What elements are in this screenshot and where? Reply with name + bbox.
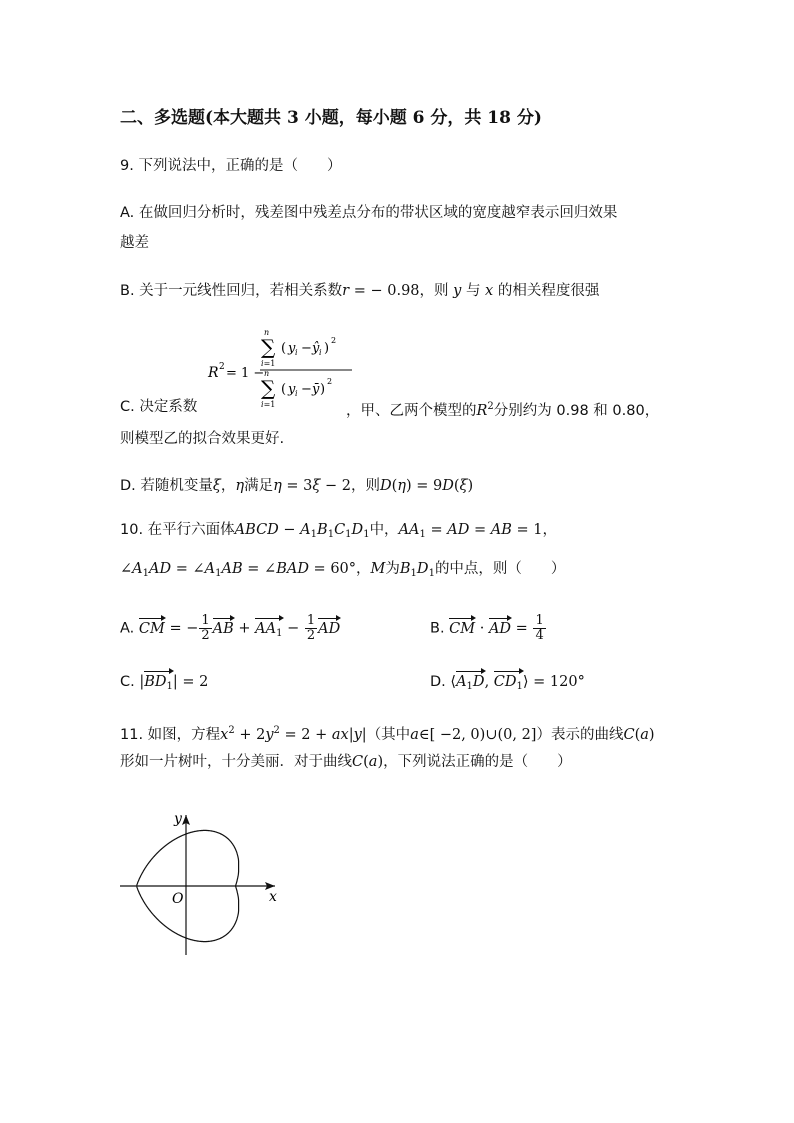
q9-b-text1: B. 关于一元线性回归，若相关系数 — [120, 283, 343, 299]
q10-line2-end: 的中点，则（ ） — [434, 561, 566, 577]
q10-label: 10. 在平行六面体 — [120, 522, 235, 538]
q10-opt-b-label: B. — [430, 620, 445, 637]
svg-text:2: 2 — [219, 362, 225, 372]
svg-text:= 1 −: = 1 − — [226, 366, 265, 381]
q11-line2b: ，下列说法正确的是（ ） — [383, 754, 572, 770]
q10-opt-c-label: C. — [120, 674, 135, 690]
q11-line2a: 形如一片树叶，十分美丽．对于曲线 — [120, 754, 352, 770]
x-axis-label: x — [269, 889, 277, 905]
svg-text:): ) — [320, 382, 326, 397]
q9-option-c-line2: 则模型乙的拟合效果更好. — [120, 431, 285, 447]
q9-d-text2: ， — [220, 478, 236, 494]
svg-text:n: n — [264, 330, 270, 337]
q9-option-a-line2: 越差 — [120, 235, 149, 251]
svg-text:i: i — [295, 348, 298, 357]
q11-text1: 11. 如图，方程 — [120, 727, 221, 743]
svg-text:i=1: i=1 — [261, 359, 276, 368]
q10-opt-a-label: A. — [120, 620, 135, 637]
svg-text:(: ( — [281, 382, 287, 397]
q9-d-text3: 满足 — [244, 478, 274, 494]
q11-text2: （其中 — [366, 727, 411, 743]
svg-text:i: i — [295, 389, 298, 398]
q9-option-b: B. 关于一元线性回归，若相关系数r = − 0.98，则 y 与 x 的相关程度很强 — [120, 283, 600, 299]
svg-text:ŷ: ŷ — [312, 341, 320, 356]
svg-text:): ) — [324, 341, 330, 356]
q9-c-text1: ，甲、乙两个模型的 — [346, 403, 477, 419]
svg-text:y: y — [288, 341, 296, 356]
q11-line2: 形如一片树叶，十分美丽．对于曲线C(a)，下列说法正确的是（ ） — [120, 754, 572, 770]
r-squared-formula — [206, 330, 356, 410]
svg-text:2: 2 — [331, 336, 337, 345]
svg-text:i: i — [319, 348, 322, 357]
q9-b-text3: 与 — [465, 283, 481, 299]
q10-text-zhong: 中， — [369, 522, 399, 538]
svg-text:ȳ: ȳ — [312, 382, 320, 397]
svg-text:∑: ∑ — [261, 376, 276, 400]
q9-stem: 9. 下列说法中，正确的是（ ） — [120, 158, 342, 174]
q10-opt-d-label: D. — [430, 674, 446, 690]
q11-line1: 11. 如图，方程$x^2 + 2y^2 = 2 + ax|y|$（其中a∈[ −2, 0)∪(0, 2]）表示的曲线C(a) — [120, 725, 655, 743]
q10-line2: $\angle A_1AD$ = $\angle A_1AB$ = ∠BAD = 60°，M为$B_1D_1$的中点，则（ ） — [120, 561, 566, 579]
q9-option-d: D. 若随机变量ξ，η满足η = 3ξ − 2，则D(η) = 9D(ξ) — [120, 478, 474, 494]
origin-label: O — [172, 891, 184, 907]
q10-option-d: D. $⟨A_1D$, $CD_1⟩ = 120^\circ$ — [430, 672, 585, 697]
q9-d-text4: ，则 — [350, 478, 380, 494]
q9-c-label: C. 决定系数 — [120, 399, 198, 415]
q10-line1: 10. 在平行六面体ABCD − $A_1B_1C_1D_1$中，$AA_1$ = AD = AB = 1， — [120, 522, 557, 540]
q10-option-b: B. CM · AD = $\frac{1}{4}$ — [430, 613, 544, 643]
leaf-curve-figure — [110, 805, 290, 965]
svg-text:∑: ∑ — [261, 335, 276, 359]
y-axis-label: y — [174, 811, 182, 827]
svg-text:i=1: i=1 — [261, 400, 276, 409]
q10-option-a: A. CM = − $\frac{1}{2}$ AB + $AA_1$ − $\frac{1}{2}$ AD — [120, 613, 341, 643]
q9-d-text1: D. 若随机变量 — [120, 478, 213, 494]
svg-text:n: n — [264, 369, 270, 378]
q11-text3: ）表示的曲线 — [536, 727, 624, 743]
svg-text:y: y — [288, 382, 296, 397]
svg-text:−: − — [301, 382, 312, 397]
q9-b-text2: ，则 — [419, 283, 449, 299]
svg-text:R: R — [208, 365, 219, 381]
q9-option-c — [120, 397, 197, 417]
q9-c-text2: 分别约为 0.98 和 0.80， — [493, 403, 660, 419]
q9-option-a-line1: A. 在做回归分析时，残差图中残差点分布的带状区域的宽度越窄表示回归效果 — [120, 205, 618, 221]
section-title: 二、多选题(本大题共 3 小题，每小题 6 分，共 18 分) — [120, 108, 542, 128]
svg-text:−: − — [301, 341, 312, 356]
svg-text:(: ( — [281, 341, 287, 356]
q10-line2-mid: 为 — [385, 561, 400, 577]
svg-text:2: 2 — [327, 377, 333, 386]
q9-option-c-rest: ，甲、乙两个模型的$R^2$分别约为 0.98 和 0.80， — [346, 401, 660, 419]
q9-b-formula: r — [342, 283, 350, 299]
q10-option-c: C. $|BD_1| = 2$ — [120, 672, 208, 697]
q9-b-text4: 的相关程度很强 — [497, 283, 600, 299]
